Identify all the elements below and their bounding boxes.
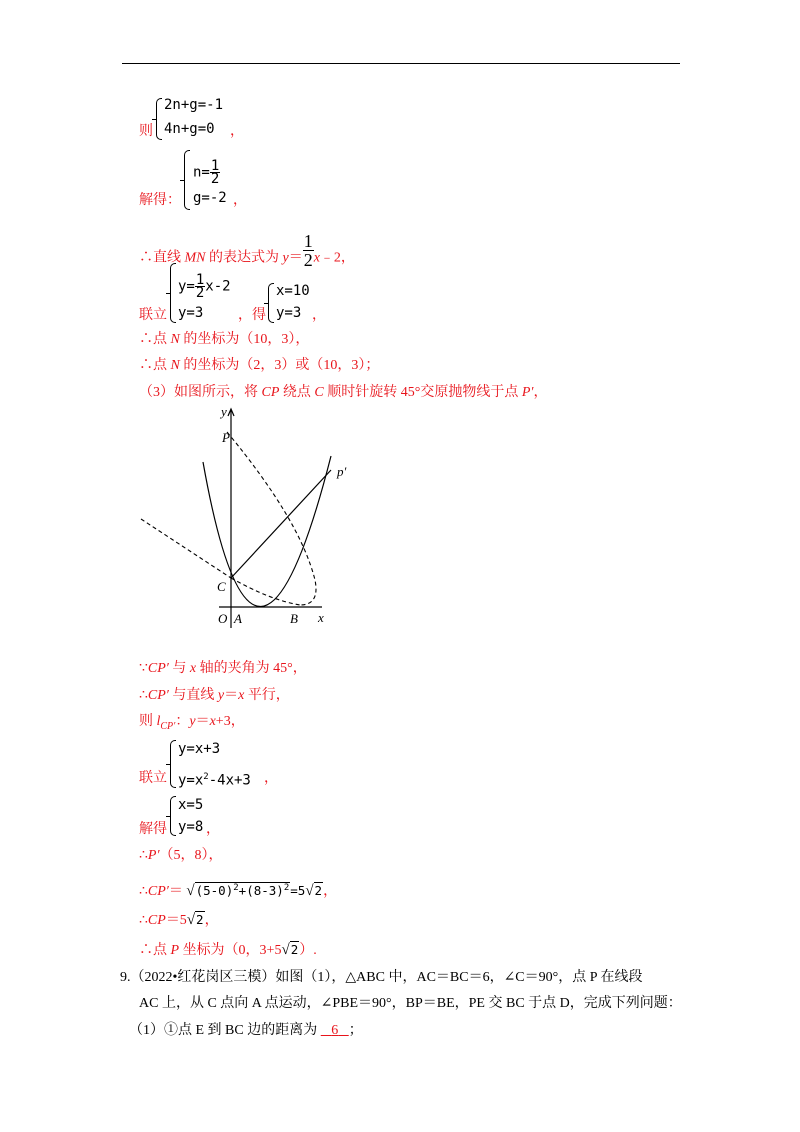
equation: $y=x^2-4x+3$ (178, 772, 251, 789)
label-ze: 则 (139, 124, 153, 139)
label-y: y (221, 404, 227, 419)
punctuation: ， (264, 771, 278, 786)
equation: y=3 (178, 305, 204, 321)
equation: x=5 (178, 797, 204, 813)
header-rule (122, 63, 680, 64)
solution-line-13: ∴P′（5，8）， (139, 848, 223, 863)
label-lianli: 联立 (139, 771, 167, 786)
line-cp-prime (231, 470, 331, 578)
fraction: $\frac{1}{2}$ (303, 231, 313, 270)
label-a: A (234, 611, 242, 626)
equation: 4n+g=0 (164, 121, 215, 137)
label-jiede: 解得： (139, 193, 181, 208)
question-9-line-1: 9.（2022•红花岗区三模）如图（1），△ABC 中，AC＝BC＝6，∠C＝90°，点 P 在线段 (120, 970, 643, 985)
system-brace (184, 150, 190, 210)
label-de: ，得 (238, 308, 266, 323)
punctuation: ， (312, 308, 326, 323)
question-9-line-3: （1）①点 E 到 BC 边的距离为 6 ； (129, 1023, 363, 1038)
label-b: B (290, 611, 298, 626)
equation: n= $\frac{1}{2}$ (193, 158, 220, 187)
punctuation: ， (233, 193, 247, 208)
equation: x=10 (276, 283, 310, 299)
solution-line-9: ∴CP′ 与直线 y＝x 平行， (139, 688, 290, 703)
system-brace (170, 740, 176, 788)
punctuation: ， (230, 124, 244, 139)
label-o: O (218, 611, 228, 626)
question-9-line-2: AC 上，从 C 点向 A 点运动，∠PBE＝90°，BP＝BE，PE 交 BC 于点 D，完成下列问题： (139, 996, 682, 1011)
label-p: P (222, 430, 230, 445)
solution-line-3: ∴直线 MN 的表达式为 y＝ $\frac{1}{2}$ x﹣2， (139, 231, 355, 270)
equation: y=8 (178, 819, 204, 835)
label-jiede: 解得 (139, 822, 167, 837)
solution-line-6: ∴点 N 的坐标为（2，3）或（10，3）； (139, 358, 380, 373)
equation: y=x+3 (178, 741, 221, 757)
solution-line-16: ∴点 P 坐标为（0，3+5√2）. (139, 942, 317, 958)
label-x: x (318, 610, 324, 625)
sqrt-expression: $√(5-0)^2+(8-3)^2$ (186, 883, 290, 900)
dashed-curve-rotated (227, 432, 316, 605)
answer-blank: 6 (331, 1023, 339, 1038)
solution-line-5: ∴点 N 的坐标为（10，3）， (139, 332, 310, 347)
label-lianli: 联立 (139, 308, 167, 323)
equation: y=3 (276, 305, 302, 321)
punctuation: ， (206, 822, 220, 837)
system-brace (156, 98, 162, 140)
equation: y= $\frac{1}{2}$ x-2 (178, 272, 231, 301)
parabola-figure (138, 402, 348, 634)
system-brace (170, 263, 176, 323)
equation: 2n+g=-1 (164, 97, 224, 113)
solution-line-7: （3）如图所示，将 CP 绕点 C 顺时针旋转 45°交原抛物线于点 P′， (139, 385, 548, 400)
solution-line-14: ∴CP′＝ $√(5-0)^2+(8-3)^2=5√2$， (139, 880, 337, 900)
dashed-curve-lower (231, 578, 300, 605)
label-p-prime: p′ (337, 464, 347, 479)
solution-line-8: ∵CP′ 与 x 轴的夹角为 45°， (139, 661, 307, 676)
equation: g=-2 (193, 190, 227, 206)
solution-line-15: ∴CP＝5√2， (139, 912, 219, 928)
label-c: C (217, 579, 226, 594)
system-brace (170, 796, 176, 836)
solution-line-10: 则 $l_{CP'}$：y＝x+3， (139, 714, 245, 732)
system-brace (268, 283, 274, 323)
